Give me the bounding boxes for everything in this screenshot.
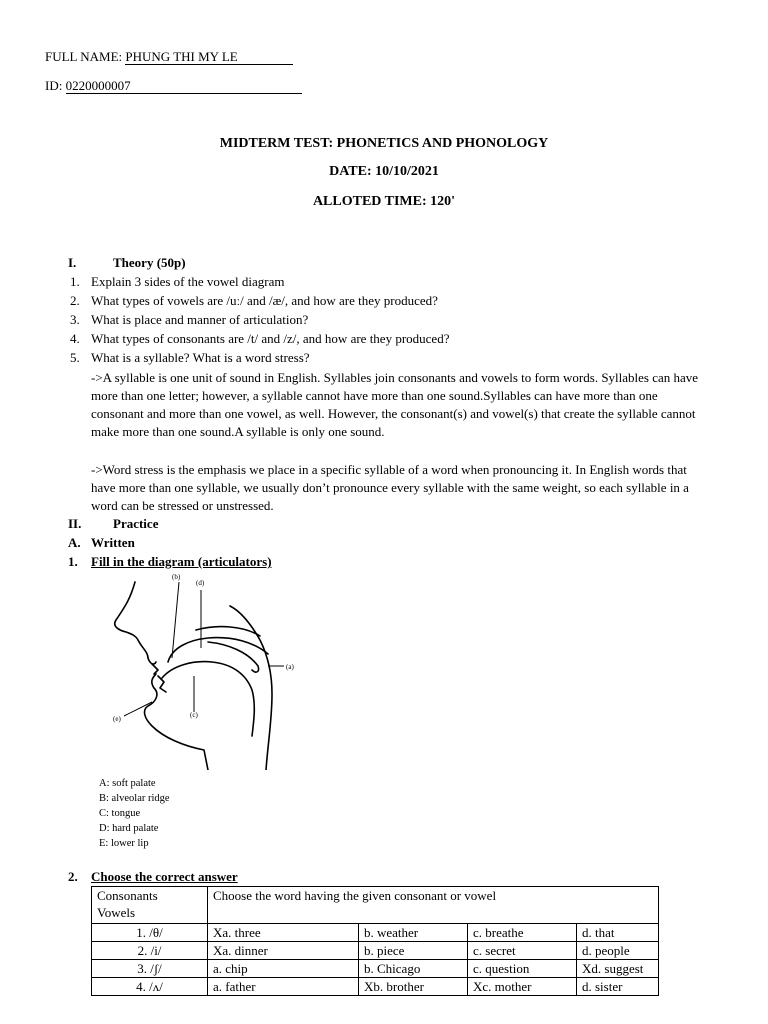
section2-heading: Practice — [113, 516, 159, 531]
header-consonants: Consonants — [97, 888, 158, 903]
choose-answer-question: Choose the correct answer — [91, 869, 238, 884]
option-a-cell: a. chip — [208, 960, 359, 978]
question-text: What is place and manner of articulation? — [91, 312, 309, 327]
legend-item: D: hard palate — [99, 823, 159, 834]
section1-number: I. — [68, 255, 77, 270]
option-d-cell: d. sister — [577, 978, 659, 996]
table-row — [92, 960, 659, 978]
section2-number: II. — [68, 516, 82, 531]
sound-cell: 3. /ʃ/ — [92, 960, 208, 978]
table-row — [92, 924, 659, 942]
option-a-cell: Xa. three — [208, 924, 359, 942]
subsection-a-letter: A. — [68, 535, 81, 550]
question-number: 2. — [70, 293, 80, 308]
diagram-label-b: (b) — [172, 573, 181, 581]
option-c-cell: c. question — [468, 960, 577, 978]
option-b-cell: b. piece — [359, 942, 468, 960]
option-c-cell: c. secret — [468, 942, 577, 960]
sound-cell: 4. /ʌ/ — [92, 978, 208, 996]
subsection-a-heading: Written — [91, 535, 135, 550]
section1-heading: Theory (50p) — [113, 255, 186, 270]
question-text: What types of vowels are /uː/ and /æ/, and how are they produced? — [91, 293, 438, 308]
table-row — [92, 978, 659, 996]
answer-table — [91, 886, 659, 996]
legend-item: E: lower lip — [99, 838, 149, 849]
test-date: DATE: 10/10/2021 — [329, 164, 439, 179]
table-row — [92, 942, 659, 960]
option-c-cell: Xc. mother — [468, 978, 577, 996]
table-header-cell: Choose the word having the given consonant or vowel — [208, 887, 659, 924]
diagram-label-a: (a) — [286, 663, 294, 671]
option-a-cell: a. father — [208, 978, 359, 996]
option-b-cell: b. weather — [359, 924, 468, 942]
id-label: ID: — [45, 78, 63, 93]
question-number: 1. — [70, 274, 80, 289]
option-b-cell: Xb. brother — [359, 978, 468, 996]
legend-item: B: alveolar ridge — [99, 793, 170, 804]
articulators-diagram — [108, 570, 308, 770]
question-number: 2. — [68, 869, 78, 884]
id-line — [45, 77, 302, 95]
table-header-row — [92, 887, 659, 924]
id-value: 0220000007 — [66, 79, 302, 94]
test-title: MIDTERM TEST: PHONETICS AND PHONOLOGY — [219, 136, 549, 151]
question-number: 4. — [70, 331, 80, 346]
full-name-value: PHUNG THI MY LE — [125, 50, 293, 65]
table-header-cell — [92, 887, 208, 924]
option-b-cell: b. Chicago — [359, 960, 468, 978]
option-d-cell: d. people — [577, 942, 659, 960]
diagram-label-e: (e) — [113, 715, 121, 723]
question-text: What is a syllable? What is a word stress? — [91, 350, 310, 365]
full-name-line — [45, 48, 293, 66]
full-name-label: FULL NAME: — [45, 49, 123, 64]
question-number: 5. — [70, 350, 80, 365]
question-number: 3. — [70, 312, 80, 327]
option-d-cell: Xd. suggest — [577, 960, 659, 978]
legend-item: C: tongue — [99, 808, 141, 819]
diagram-label-c: (c) — [190, 711, 198, 719]
syllable-answer: ->A syllable is one unit of sound in English. Syllables join consonants and vowels to form words. Syllables can have more than one letter; however, a syllable cannot have more than one sound.Syllables can have more than one consonant and more than one vowel, as well. However, the consonant(s) and vowel(s) that create the syllable cannot make more than one sound.A syllable is only one sound. — [91, 370, 699, 439]
sound-cell: 2. /i/ — [92, 942, 208, 960]
question-number: 1. — [68, 554, 78, 569]
word-stress-answer: ->Word stress is the emphasis we place in a specific syllable of a word when pronouncing it. In English words that have more than one syllable, we usually don’t pronounce every syllable with the same weight, so each syllable in a word can be stressed or unstressed. — [91, 462, 689, 513]
question-text: What types of consonants are /t/ and /z/, and how are they produced? — [91, 331, 450, 346]
sound-cell: 1. /θ/ — [92, 924, 208, 942]
diagram-question: Fill in the diagram (articulators) — [91, 554, 272, 569]
header-vowels: Vowels — [97, 905, 136, 920]
test-time: ALLOTED TIME: 120' — [312, 194, 456, 209]
legend-item: A: soft palate — [99, 778, 156, 789]
diagram-label-d: (d) — [196, 579, 205, 587]
option-d-cell: d. that — [577, 924, 659, 942]
option-a-cell: Xa. dinner — [208, 942, 359, 960]
option-c-cell: c. breathe — [468, 924, 577, 942]
question-text: Explain 3 sides of the vowel diagram — [91, 274, 285, 289]
